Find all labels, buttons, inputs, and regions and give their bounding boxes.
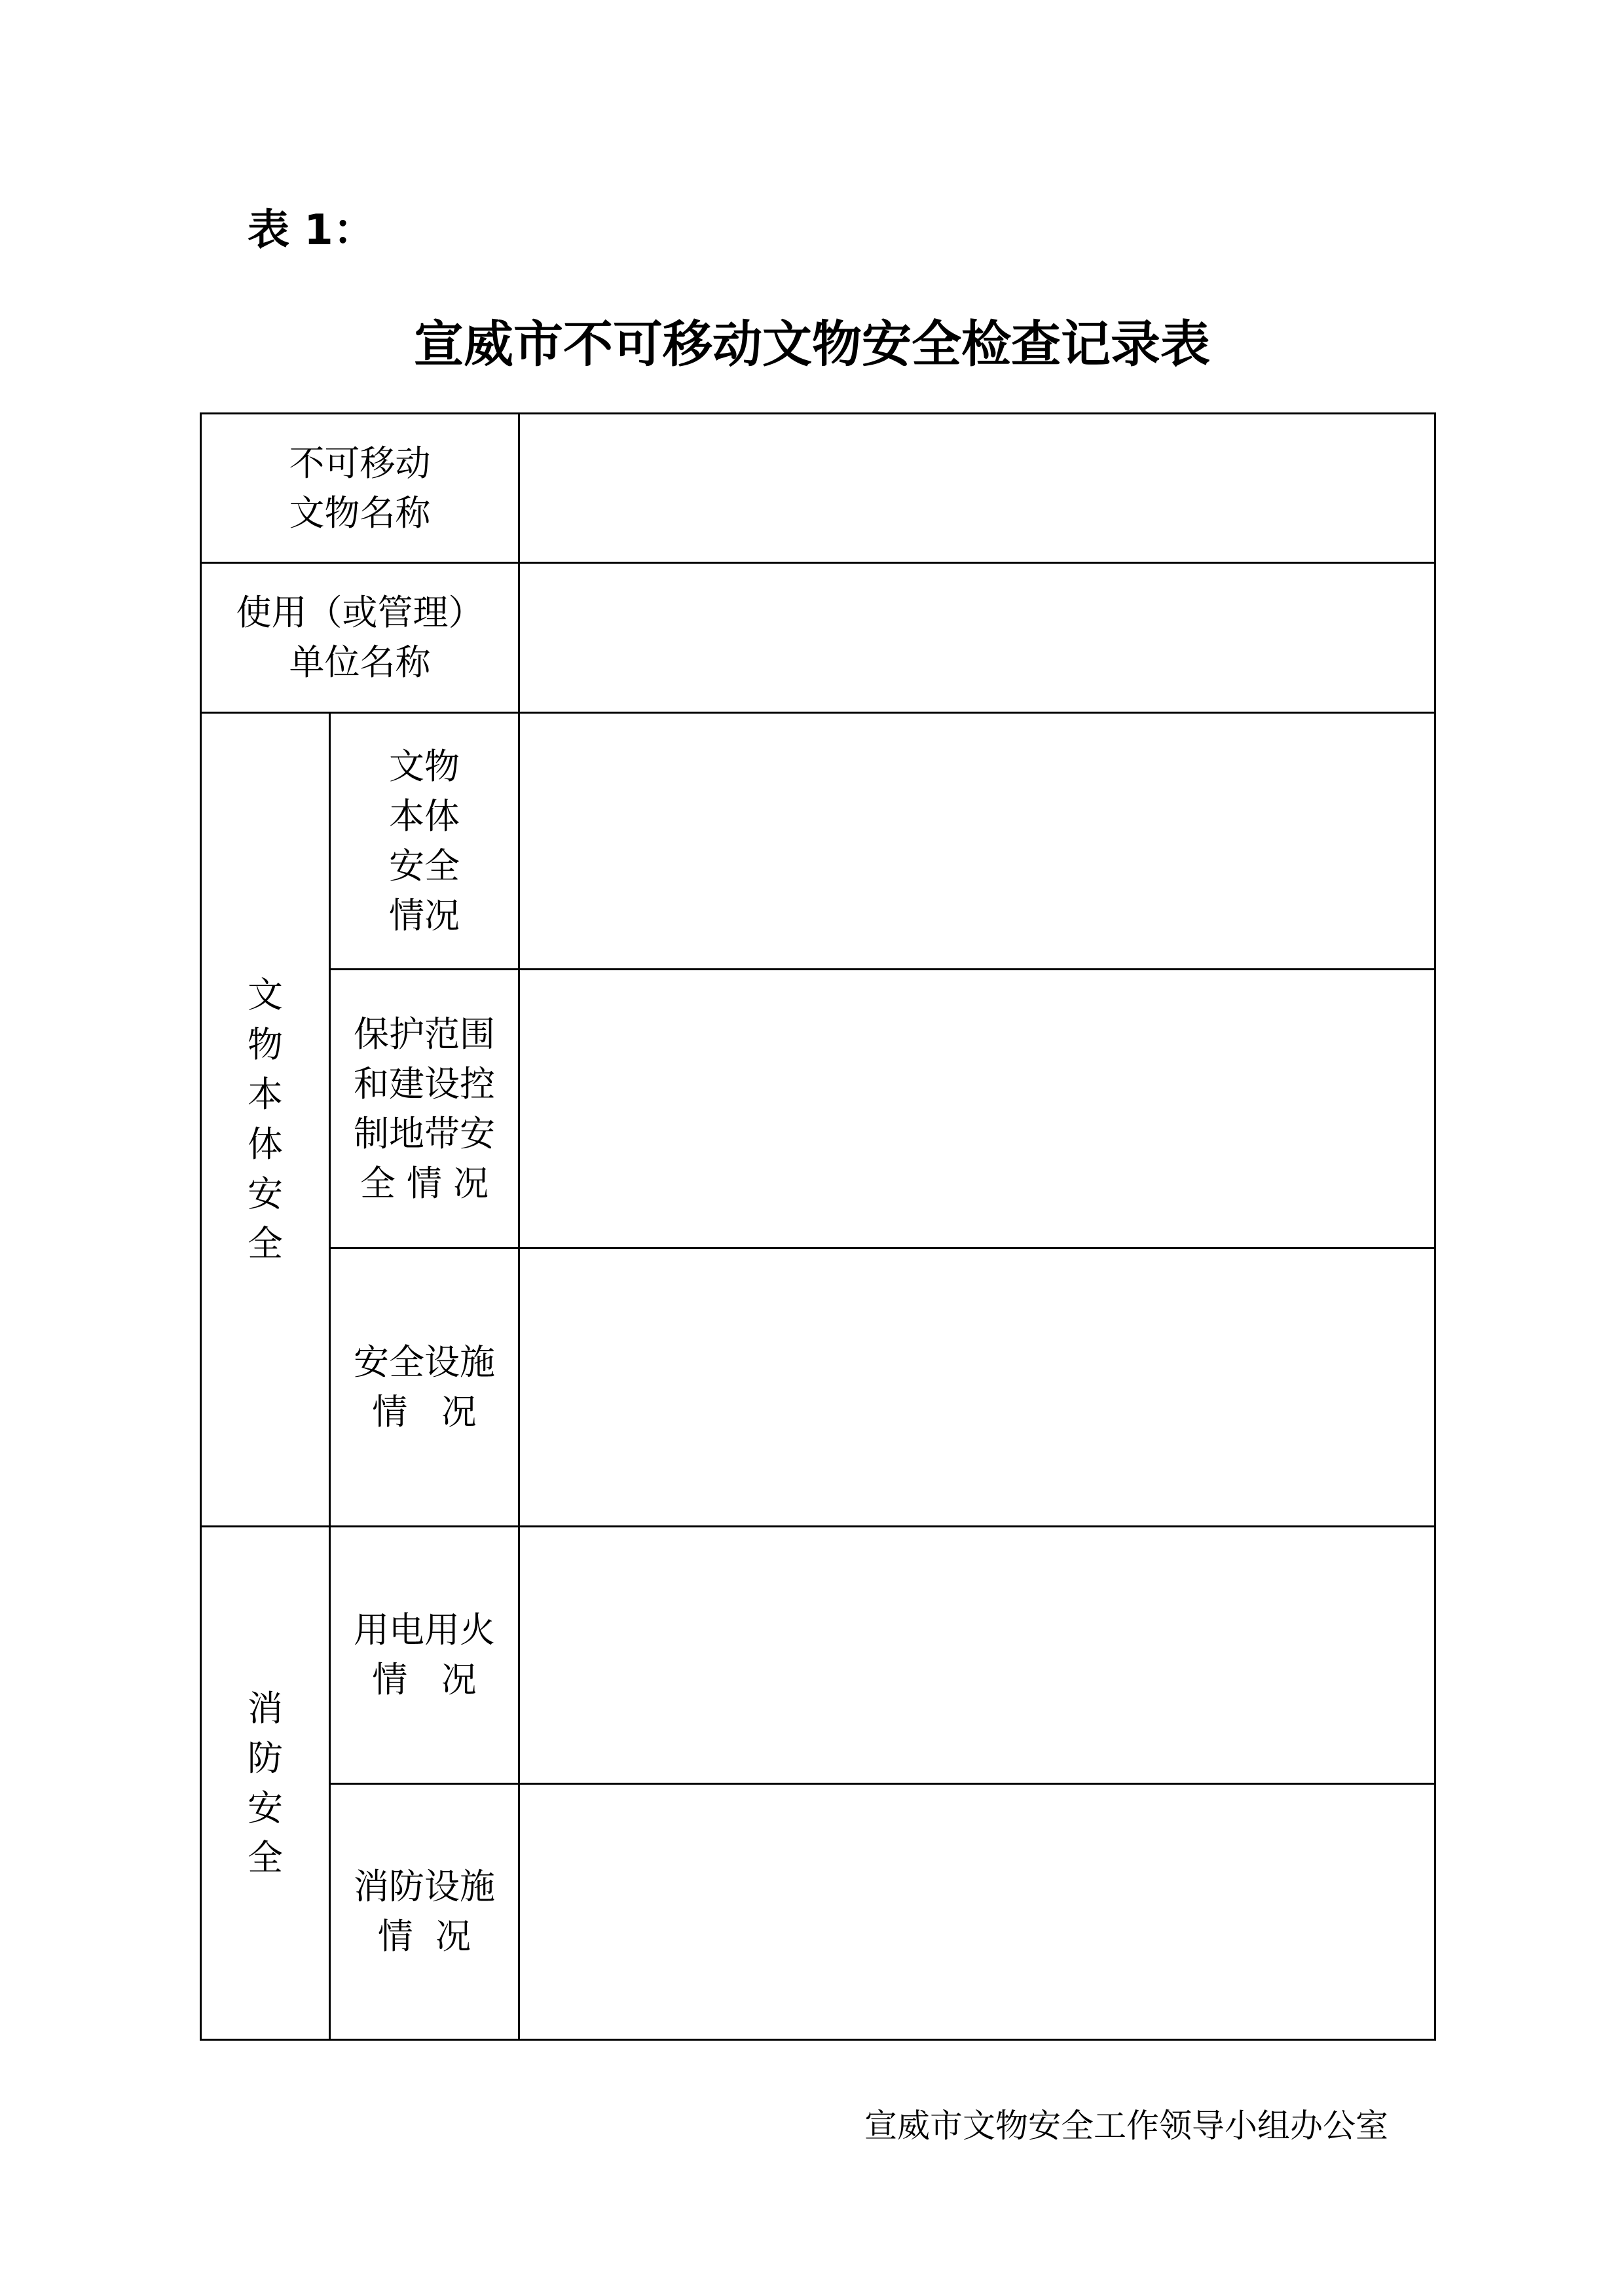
safety-facilities-field[interactable]: [520, 1249, 1434, 1525]
protection-zone-field[interactable]: [520, 970, 1434, 1247]
relic-name-field[interactable]: [520, 414, 1434, 562]
group-label-fire-safety: 消 防 安 全: [248, 1687, 283, 1878]
relic-name-label: 不可移动 文物名称: [289, 442, 431, 534]
inspection-record-table: [200, 412, 1436, 2041]
group-label-relic-safety: 文 物 本 体 安 全: [248, 974, 283, 1264]
protection-zone-label: 保护范围 和建设控 制地带安 全 情 况: [354, 1013, 495, 1204]
table-number-label: 表 1：: [248, 206, 375, 255]
document-title: 宣威市不可移动文物安全检查记录表: [414, 315, 1210, 373]
body-safety-field[interactable]: [520, 714, 1434, 968]
electric-fire-field[interactable]: [520, 1527, 1434, 1783]
unit-name-label: 使用（或管理） 单位名称: [236, 592, 484, 683]
issuing-office: 宣威市文物安全工作领导小组办公室: [864, 2107, 1388, 2145]
fire-facilities-label: 消防设施 情 况: [354, 1866, 495, 1957]
fire-facilities-field[interactable]: [520, 1785, 1434, 2039]
unit-name-field[interactable]: [520, 564, 1434, 712]
safety-facilities-label: 安全设施 情 况: [354, 1341, 495, 1432]
electric-fire-label: 用电用火 情 况: [354, 1609, 495, 1700]
body-safety-label: 文物 本体 安全 情况: [389, 745, 460, 936]
